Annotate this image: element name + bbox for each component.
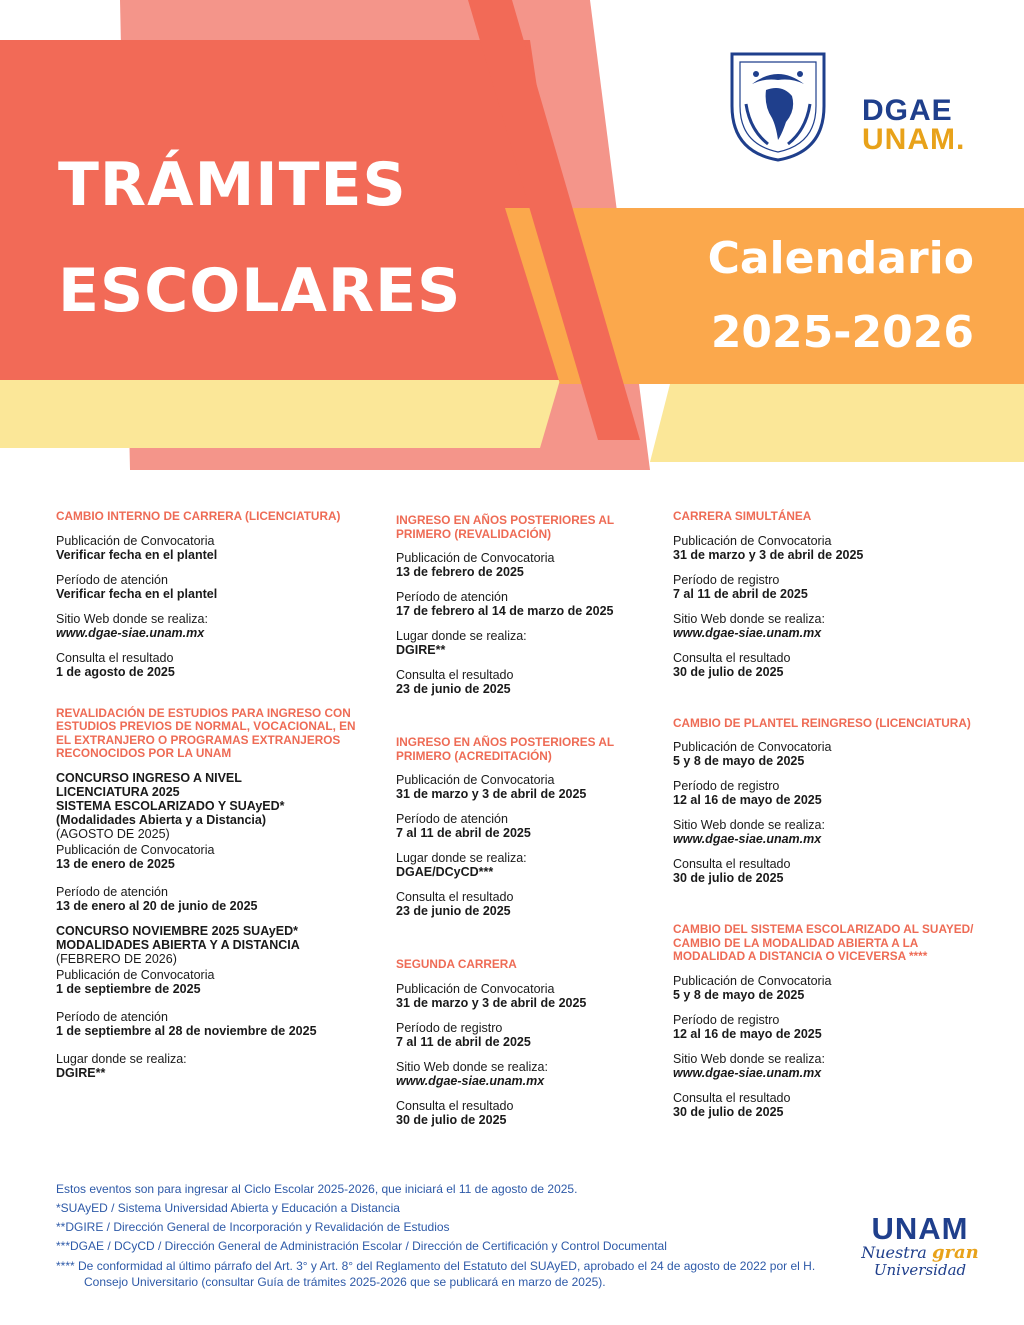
section-heading: CAMBIO INTERNO DE CARRERA (LICENCIATURA) (56, 509, 341, 523)
section-heading: SEGUNDA CARRERA (396, 957, 517, 971)
field: Sitio Web donde se realiza: www.dgae-siae.unam.mx (673, 1052, 993, 1080)
field: Período de atención 7 al 11 de abril de 2025 (396, 812, 531, 840)
yellow-band-right (650, 384, 1024, 462)
section-heading: REVALIDACIÓN DE ESTUDIOS PARA INGRESO CON ESTUDIOS PREVIOS DE NORMAL, VOCACIONAL, EN EL EXTRANJERO O PROGRAMAS EXTRANJEROS RECONOCIDOS POR LA UNAM (56, 705, 356, 760)
website-link[interactable]: www.dgae-siae.unam.mx (673, 832, 822, 846)
field: Período de atención Verificar fecha en el plantel (56, 572, 218, 601)
section-ingreso-acreditacion (396, 736, 656, 918)
field: Consulta el resultado 23 de junio de 2025 (396, 890, 514, 918)
field: Consulta el resultado 30 de julio de 2025 (673, 650, 791, 679)
field: Período de atención 1 de septiembre al 28 de noviembre de 2025 (56, 1009, 317, 1038)
footnote-dgire: **DGIRE / Dirección General de Incorporación y Revalidación de Estudios (56, 1220, 450, 1234)
page-title: TRÁMITES ESCOLARES (58, 150, 462, 326)
footnote-dgae: ***DGAE / DCyCD / Dirección General de Administración Escolar / Dirección de Certificación y Control Documental (56, 1239, 667, 1253)
subsection-concurso-noviembre: CONCURSO NOVIEMBRE 2025 SUAyED* MODALIDADES ABIERTA Y A DISTANCIA (FEBRERO DE 2026) (56, 923, 300, 966)
field: Consulta el resultado 30 de julio de 2025 (396, 1098, 514, 1127)
field: Lugar donde se realiza: DGIRE** (56, 1051, 187, 1080)
footnote-reglamento: **** De conformidad al último párrafo del Art. 3° y Art. 8° del Reglamento del Estatuto del SUAyED, aprobado el 24 de agosto de 2022 por el H. Consejo Universitario (consultar Guía de trámites 2025-2026 que se publicará en marzo de 2025). (56, 1259, 816, 1289)
field: Consulta el resultado 1 de agosto de 2025 (56, 650, 175, 679)
field: Publicación de Convocatoria 31 de marzo y 3 de abril de 2025 (673, 533, 864, 562)
section-heading: CAMBIO DE PLANTEL REINGRESO (LICENCIATURA) (673, 715, 971, 730)
column-3 (673, 510, 993, 1147)
field: Período de registro 12 al 16 de mayo de 2025 (673, 779, 822, 807)
field: Lugar donde se realiza: DGAE/DCyCD*** (396, 851, 527, 879)
field: Publicación de Convocatoria 13 de febrero de 2025 (396, 551, 555, 579)
footer-notes (56, 1180, 846, 1290)
field: Período de registro 12 al 16 de mayo de 2025 (673, 1012, 822, 1041)
field: Sitio Web donde se realiza: www.dgae-siae.unam.mx (396, 1060, 656, 1088)
section-heading: INGRESO EN AÑOS POSTERIORES AL PRIMERO (ACREDITACIÓN) (396, 735, 614, 763)
field: Publicación de Convocatoria 5 y 8 de mayo de 2025 (673, 973, 832, 1002)
field: Consulta el resultado 30 de julio de 2025 (673, 1090, 791, 1119)
field: Período de atención 17 de febrero al 14 de marzo de 2025 (396, 590, 614, 618)
website-link[interactable]: www.dgae-siae.unam.mx (396, 1073, 545, 1088)
footer-intro: Estos eventos son para ingresar al Ciclo Escolar 2025-2026, que iniciará el 11 de agosto de 2025. (56, 1182, 578, 1196)
field: Publicación de Convocatoria 31 de marzo y 3 de abril de 2025 (396, 981, 587, 1010)
section-cambio-sistema (673, 923, 993, 1119)
field: Sitio Web donde se realiza: www.dgae-siae.unam.mx (56, 612, 356, 640)
subsection-concurso-2025: CONCURSO INGRESO A NIVEL LICENCIATURA 2025 SISTEMA ESCOLARIZADO Y SUAyED* (Modalidades Abierta y a Distancia) (AGOSTO DE 2025) (56, 770, 285, 841)
footnote-suayed: *SUAyED / Sistema Universidad Abierta y Educación a Distancia (56, 1201, 400, 1215)
field: Publicación de Convocatoria Verificar fecha en el plantel (56, 533, 218, 562)
section-heading: CAMBIO DEL SISTEMA ESCOLARIZADO AL SUAYED/ CAMBIO DE LA MODALIDAD ABIERTA A LA MODALIDAD A DISTANCIA O VICEVERSA **** (673, 922, 974, 963)
section-carrera-simultanea (673, 510, 993, 679)
field: Lugar donde se realiza: DGIRE** (396, 629, 527, 657)
column-2 (396, 514, 656, 1155)
section-revalidacion (56, 707, 356, 1080)
field: Publicación de Convocatoria 5 y 8 de mayo de 2025 (673, 740, 832, 768)
field: Publicación de Convocatoria 1 de septiembre de 2025 (56, 967, 215, 996)
field: Período de registro 7 al 11 de abril de 2025 (396, 1020, 531, 1049)
section-cambio-plantel (673, 717, 993, 886)
section-segunda-carrera (396, 958, 656, 1127)
field: Publicación de Convocatoria 13 de enero de 2025 (56, 842, 215, 871)
field: Período de registro 7 al 11 de abril de 2025 (673, 572, 808, 601)
yellow-band-left (0, 380, 560, 448)
field: Consulta el resultado 30 de julio de 2025 (673, 857, 791, 885)
field: Período de atención 13 de enero al 20 de junio de 2025 (56, 884, 258, 913)
unam-logo: UNAM Nuestra gran Universidad (861, 1211, 979, 1279)
section-heading: INGRESO EN AÑOS POSTERIORES AL PRIMERO (REVALIDACIÓN) (396, 513, 614, 541)
column-1 (56, 510, 356, 1108)
unam-seal-icon (722, 44, 834, 164)
section-cambio-interno (56, 510, 356, 679)
section-ingreso-revalidacion (396, 514, 656, 696)
website-link[interactable]: www.dgae-siae.unam.mx (673, 625, 822, 640)
dgae-unam-logo: DGAE UNAM. (862, 94, 966, 156)
calendar-title: Calendario 2025-2026 (707, 233, 974, 358)
website-link[interactable]: www.dgae-siae.unam.mx (56, 625, 205, 640)
field: Consulta el resultado 23 de junio de 2025 (396, 668, 514, 696)
field: Publicación de Convocatoria 31 de marzo y 3 de abril de 2025 (396, 773, 587, 801)
section-heading: CARRERA SIMULTÁNEA (673, 509, 812, 523)
field: Sitio Web donde se realiza: www.dgae-siae.unam.mx (673, 612, 993, 640)
website-link[interactable]: www.dgae-siae.unam.mx (673, 1065, 822, 1080)
field: Sitio Web donde se realiza: www.dgae-siae.unam.mx (673, 818, 993, 846)
